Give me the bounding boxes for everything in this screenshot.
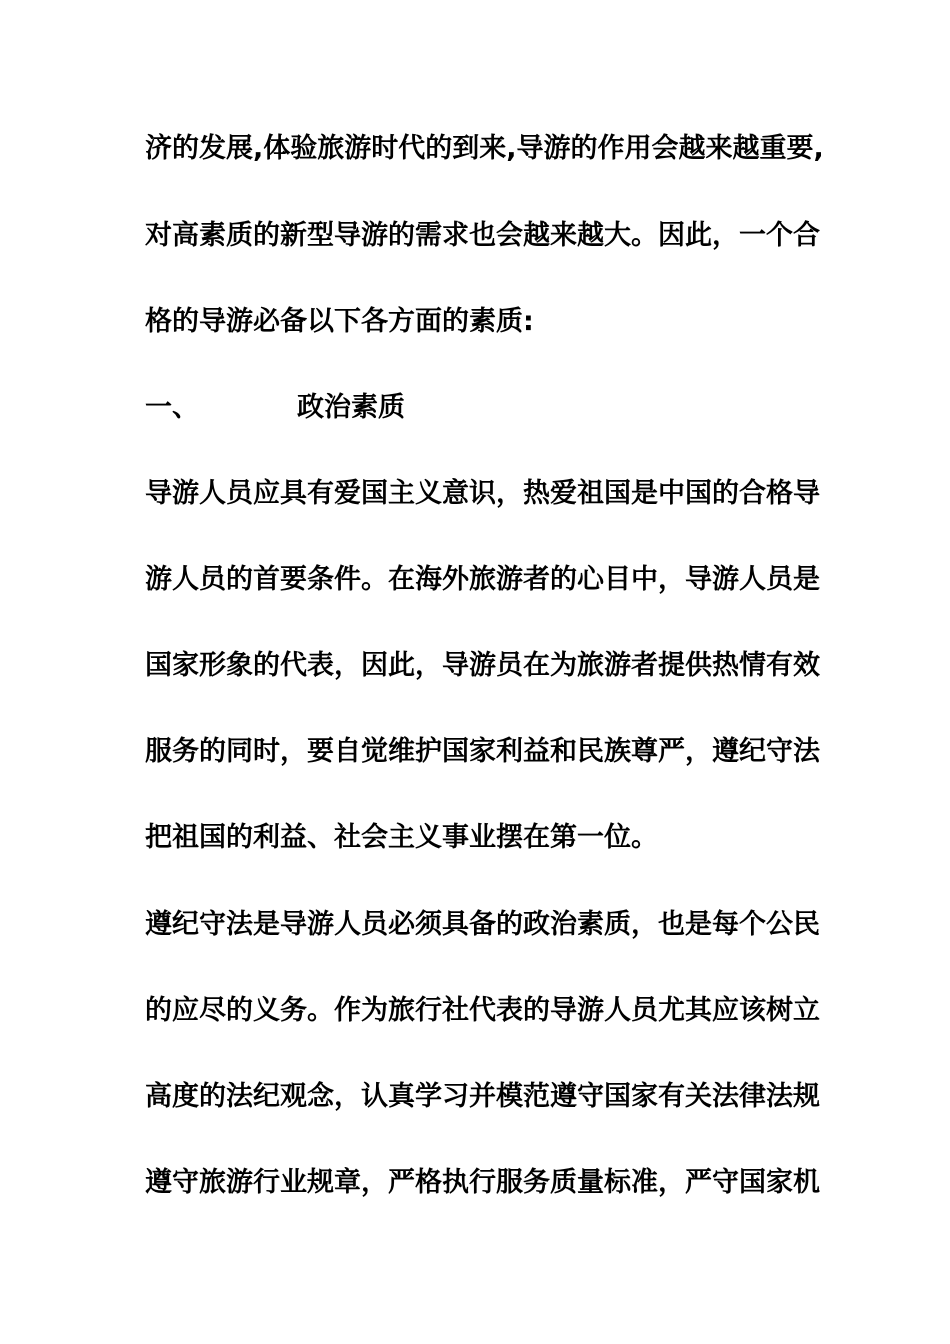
paragraph-line: 遵守旅游行业规章，严格执行服务质量标准，严守国家机 — [145, 1167, 820, 1198]
paragraph-line: 把祖国的利益、社会主义事业摆在第一位。 — [145, 822, 658, 853]
paragraph-line: 格的导游必备以下各方面的素质: — [145, 306, 534, 337]
paragraph-line: 遵纪守法是导游人员必须具备的政治素质，也是每个公民 — [145, 909, 820, 940]
paragraph-line: 服务的同时，要自觉维护国家利益和民族尊严，遵纪守法 — [145, 736, 820, 767]
paragraph-line: 对高素质的新型导游的需求也会越来越大。因此，一个合 — [145, 220, 820, 251]
paragraph-line: 济的发展,体验旅游时代的到来,导游的作用会越来越重要, — [145, 133, 824, 164]
paragraph-line: 游人员的首要条件。在海外旅游者的心目中，导游人员是 — [145, 564, 820, 595]
paragraph-line: 的应尽的义务。作为旅行社代表的导游人员尤其应该树立 — [145, 995, 820, 1026]
paragraph-line: 导游人员应具有爱国主义意识，热爱祖国是中国的合格导 — [145, 478, 820, 509]
paragraph-line: 国家形象的代表，因此，导游员在为旅游者提供热情有效 — [145, 650, 820, 681]
section-heading-number: 一、 — [145, 392, 199, 423]
paragraph-line: 高度的法纪观念，认真学习并模范遵守国家有关法律法规 — [145, 1081, 820, 1112]
section-heading-title: 政治素质 — [297, 392, 405, 423]
section-heading — [145, 391, 810, 425]
